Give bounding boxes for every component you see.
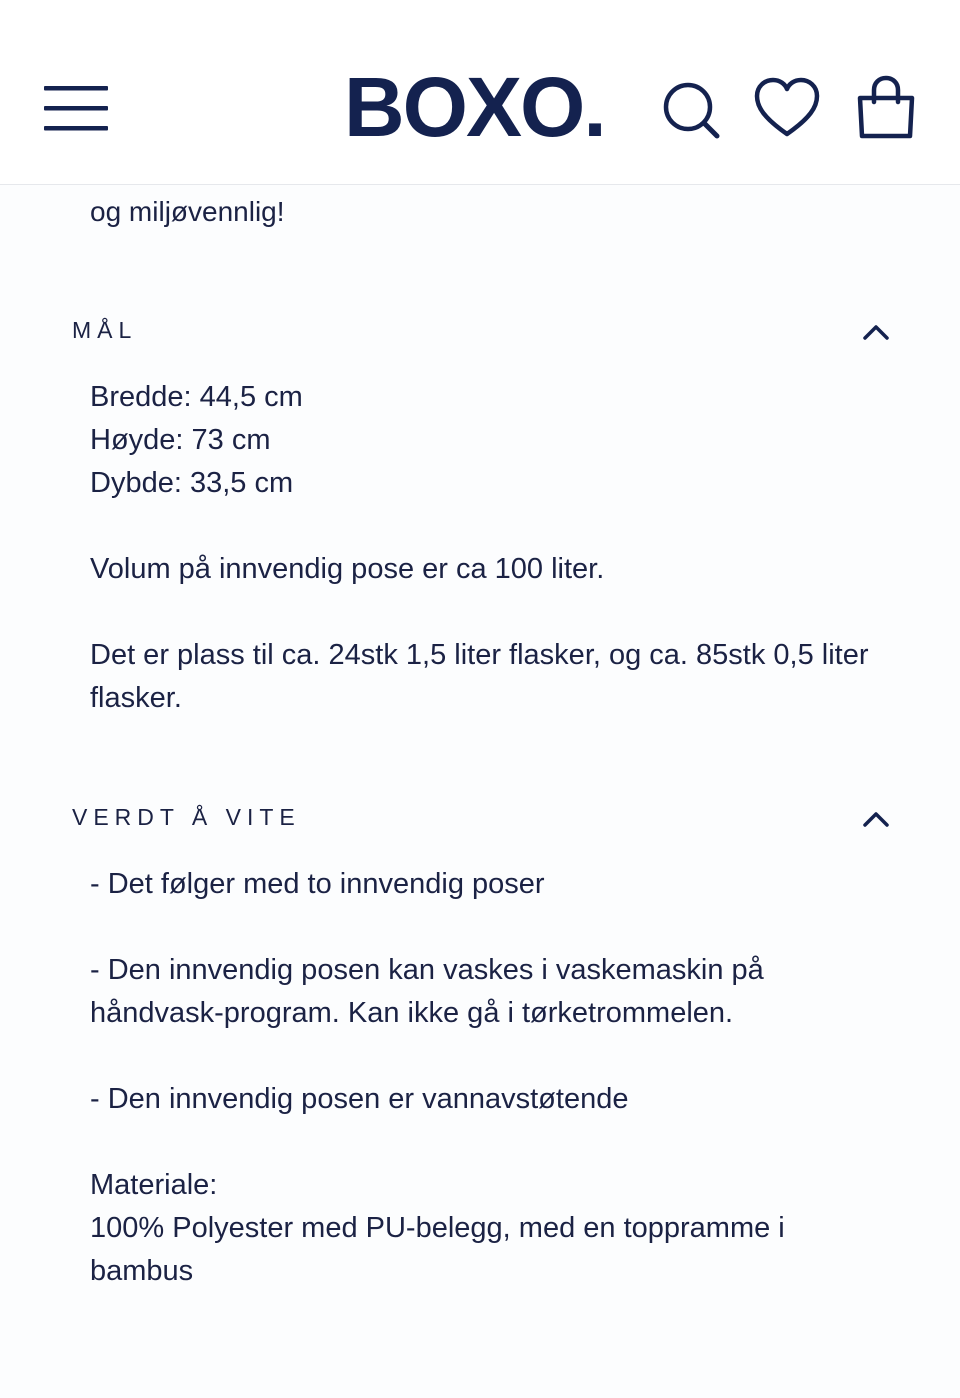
accordion-toggle-verdt-aa-vite[interactable] xyxy=(858,803,894,833)
logo-text: BOXO xyxy=(344,60,584,154)
accordion-toggle-maal[interactable] xyxy=(858,316,894,346)
material-label: Materiale: xyxy=(90,1169,218,1201)
menu-icon xyxy=(44,84,110,134)
depth-value: Dybde: 33,5 cm xyxy=(90,467,294,499)
chevron-up-icon xyxy=(858,316,894,346)
menu-button[interactable] xyxy=(44,84,110,134)
dimensions-list xyxy=(90,376,880,505)
bottle-capacity-text: Det er plass til ca. 24stk 1,5 liter flasker, og ca. 85stk 0,5 liter flasker. xyxy=(90,639,869,714)
shopping-bag-icon xyxy=(854,74,918,144)
heart-icon xyxy=(754,74,820,144)
material-block xyxy=(90,1164,880,1293)
search-button[interactable] xyxy=(660,74,724,144)
accordion-header-verdt-aa-vite[interactable]: VERDT Å VITE xyxy=(72,804,301,830)
material-value: 100% Polyester med PU-belegg, med en toppramme i bambus xyxy=(90,1212,785,1287)
height-value: Høyde: 73 cm xyxy=(90,424,271,456)
site-header xyxy=(0,0,960,185)
description-tail-text: og miljøvennlig! xyxy=(90,196,285,227)
info-item-bags: - Det følger med to innvendig poser xyxy=(90,868,545,900)
volume-text: Volum på innvendig pose er ca 100 liter. xyxy=(90,553,605,585)
accordion-header-maal[interactable]: MÅL xyxy=(72,317,138,343)
info-item-water-repellent: - Den innvendig posen er vannavstøtende xyxy=(90,1083,629,1115)
info-item-washing: - Den innvendig posen kan vaskes i vaskemaskin på håndvask-program. Kan ikke gå i tørketrommelen. xyxy=(90,954,764,1029)
search-icon xyxy=(660,74,724,144)
width-value: Bredde: 44,5 cm xyxy=(90,381,303,413)
brand-logo[interactable] xyxy=(344,60,616,154)
wishlist-button[interactable] xyxy=(754,74,818,144)
logo-dot: . xyxy=(583,60,605,154)
cart-button[interactable] xyxy=(854,74,918,144)
chevron-up-icon xyxy=(858,803,894,833)
